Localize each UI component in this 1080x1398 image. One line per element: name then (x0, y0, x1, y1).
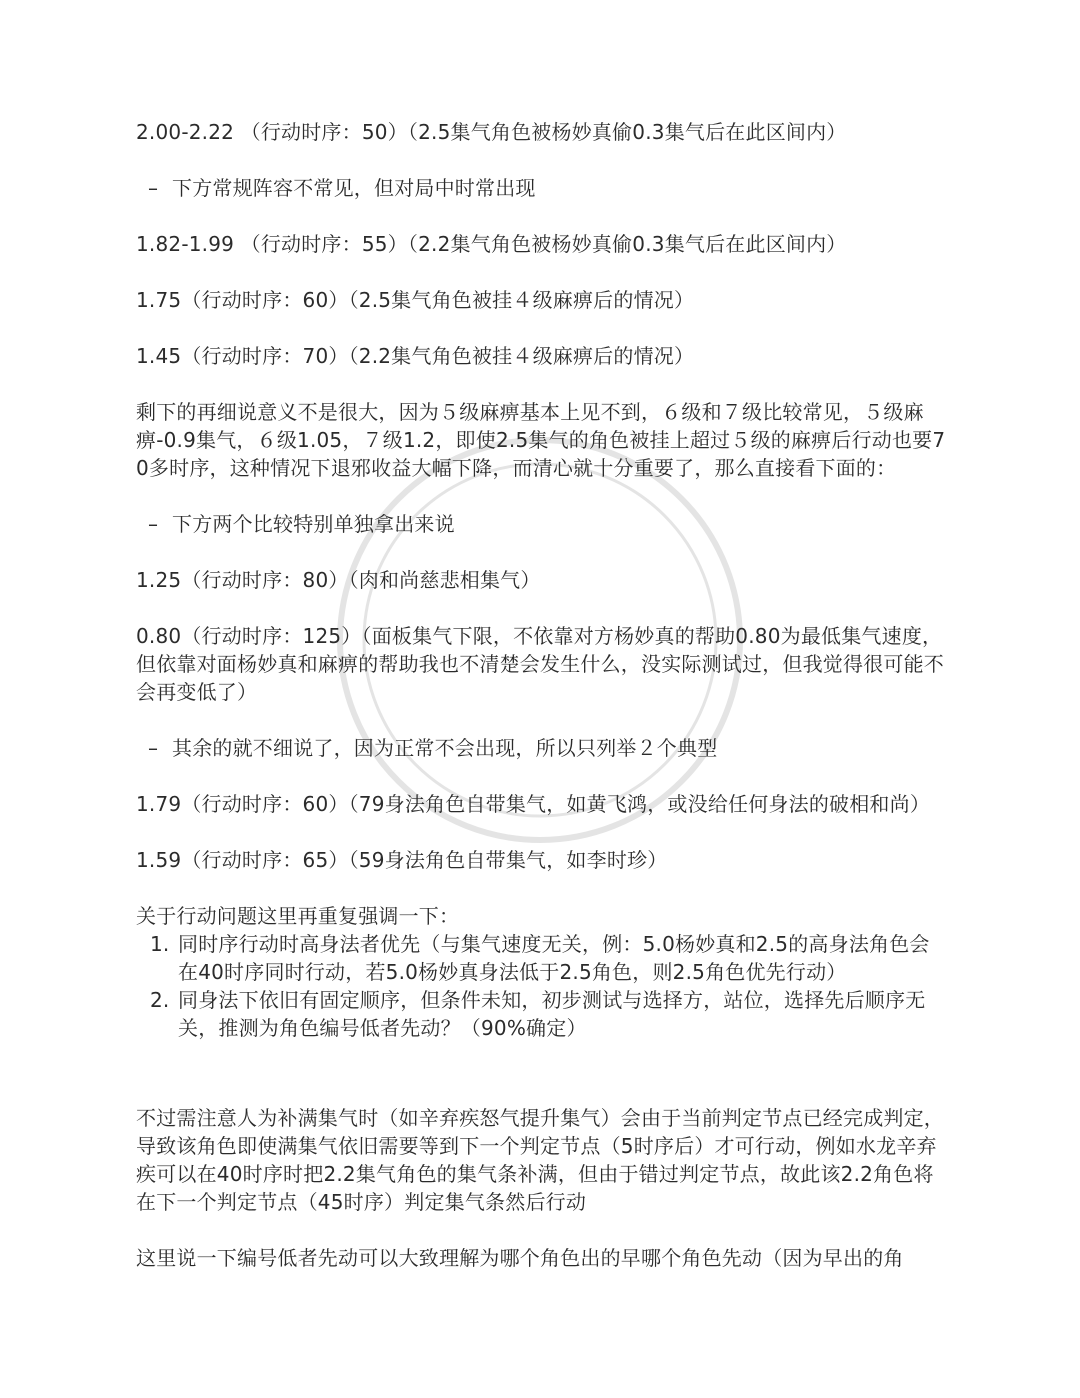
paragraph: 1.25（行动时序：80）（肉和尚慈悲相集气） (136, 568, 541, 592)
bullet-dash: – (148, 736, 159, 760)
list-intro: 关于行动问题这里再重复强调一下： (136, 904, 460, 928)
paragraph: 不过需注意人为补满集气时（如辛弃疾怒气提升集气）会由于当前判定节点已经完成判定，导致该角色即使满集气依旧需要等到下一个判定节点（5时序后）才可行动，例如水龙辛弃疾可以在40时序时把2.2集气角色的集气条补满，但由于错过判定节点，故此该2.2角色将在下一个判定节点（45时序）判定集气条然后行动 (136, 1106, 944, 1214)
paragraph: 1.59（行动时序：65）（59身法角色自带集气，如李时珍） (136, 848, 668, 872)
list-item (136, 930, 948, 986)
bullet-text: 下方常规阵容不常见，但对局中时常出现 (172, 176, 536, 200)
section-spacer (136, 1042, 948, 1104)
paragraph: 这里说一下编号低者先动可以大致理解为哪个角色出的早哪个角色先动（因为早出的角 (136, 1246, 904, 1270)
list-text: 同时序行动时高身法者优先（与集气速度无关，例：5.0杨妙真和2.5的高身法角色会在40时序同时行动，若5.0杨妙真身法低于2.5角色，则2.5角色优先行动） (178, 932, 930, 984)
list-number: 2. (150, 988, 170, 1012)
bullet-item (148, 734, 948, 762)
bullet-dash: – (148, 176, 159, 200)
paragraph: 1.45（行动时序：70）（2.2集气角色被挂４级麻痹后的情况） (136, 344, 695, 368)
document-body (136, 118, 948, 1300)
paragraph: 2.00-2.22 （行动时序：50）（2.5集气角色被杨妙真偷0.3集气后在此区间内） (136, 120, 847, 144)
list-text: 同身法下依旧有固定顺序，但条件未知，初步测试与选择方，站位，选择先后顺序无关，推测为角色编号低者先动？（90%确定） (178, 988, 926, 1040)
bullet-dash: – (148, 512, 159, 536)
paragraph: 1.75（行动时序：60）（2.5集气角色被挂４级麻痹后的情况） (136, 288, 695, 312)
paragraph: 1.82-1.99 （行动时序：55）（2.2集气角色被杨妙真偷0.3集气后在此区间内） (136, 232, 847, 256)
numbered-list (136, 930, 948, 1042)
paragraph: 1.79（行动时序：60）（79身法角色自带集气，如黄飞鸿，或没给任何身法的破相和尚） (136, 792, 931, 816)
list-number: 1. (150, 932, 170, 956)
bullet-item (148, 174, 948, 202)
bullet-text: 下方两个比较特别单独拿出来说 (172, 512, 455, 536)
bullet-item (148, 510, 948, 538)
paragraph: 剩下的再细说意义不是很大，因为５级麻痹基本上见不到，６级和７级比较常见，５级麻痹-0.9集气，６级1.05，７级1.2，即使2.5集气的角色被挂上超过５级的麻痹后行动也要70多时序，这种情况下退邪收益大幅下降，而清心就十分重要了，那么直接看下面的： (136, 400, 946, 480)
bullet-text: 其余的就不细说了，因为正常不会出现，所以只列举２个典型 (172, 736, 718, 760)
paragraph: 0.80（行动时序：125）（面板集气下限，不依靠对方杨妙真的帮助0.80为最低集气速度，但依靠对面杨妙真和麻痹的帮助我也不清楚会发生什么，没实际测试过，但我觉得很可能不会再变低了） (136, 624, 944, 704)
list-item (136, 986, 948, 1042)
